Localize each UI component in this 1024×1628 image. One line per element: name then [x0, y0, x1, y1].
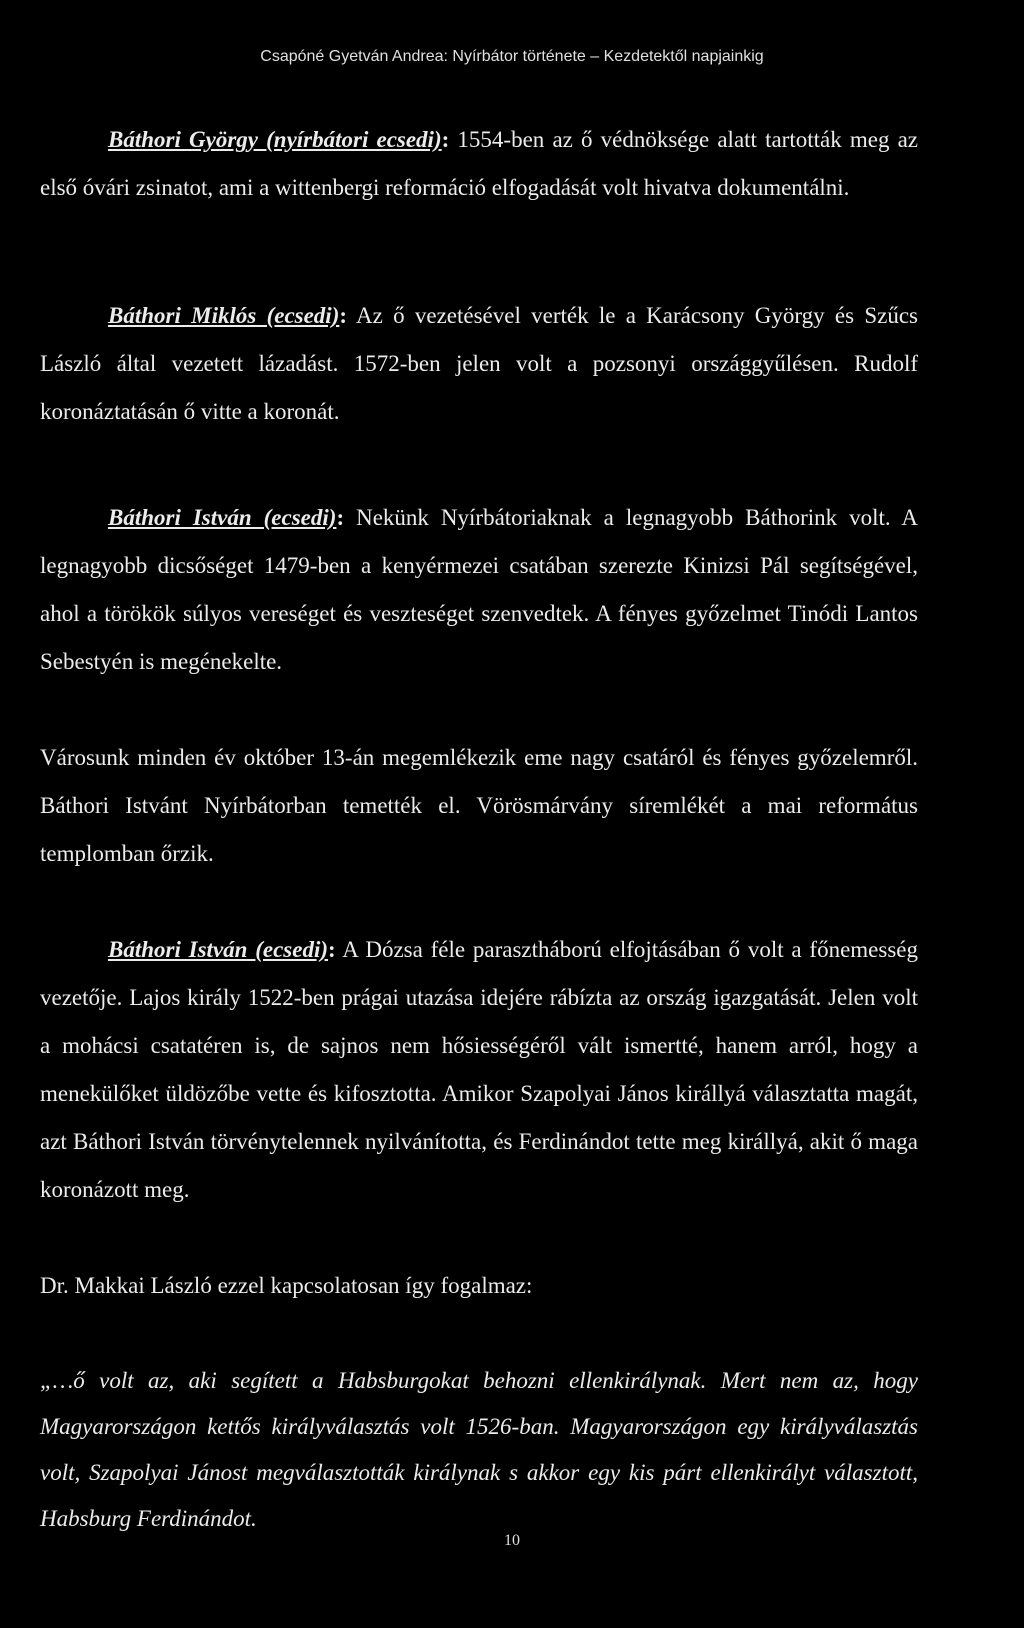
paragraph-text: Dr. Makkai László ezzel kapcsolatosan így fogalmaz:	[40, 1273, 533, 1298]
paragraph-bathori-istvan-1	[40, 494, 918, 686]
heading-colon: :	[441, 127, 450, 152]
page-number: 10	[504, 1532, 520, 1549]
heading-colon: :	[328, 937, 336, 962]
paragraph-text: Nekünk Nyírbátoriaknak a legnagyobb Báthorink volt. A legnagyobb dicsőséget 1479-ben a kenyérmezei csatában szerezte Kinizsi Pál segítségével, ahol a törökök súlyos vereséget és veszteséget szenvedtek. A fényes győzelmet Tinódi Lantos Sebestyén is megénekelte.	[40, 505, 918, 674]
paragraph-text: 1554-ben az ő védnöksége alatt tartották meg az első óvári zsinatot, ami a wittenbergi reformáció elfogadását volt hivatva dokumentálni.	[40, 127, 918, 200]
paragraph-text: A Dózsa féle parasztháború elfojtásában ő volt a főnemesség vezetője. Lajos király 1522-ben prágai utazása idejére rábízta az ország igazgatását. Jelen volt a mohácsi csatatéren is, de sajnos nem hősiességéről vált ismertté, hanem arról, hogy a menekülőket üldözőbe vette és kifosztotta. Amikor Szapolyai János királlyá választatta magát, azt Báthori István törvénytelennek nyilvánította, és Ferdinándot tette meg királlyá, akit ő maga koronázott meg.	[40, 937, 918, 1202]
person-heading: Báthori István (ecsedi)	[108, 505, 337, 530]
paragraph-bathori-istvan-2	[40, 926, 918, 1214]
quote-text: „…ő volt az, aki segített a Habsburgokat behozni ellenkirálynak. Mert nem az, hogy Magyarországon kettős királyválasztás volt 1526-ban. Magyarországon egy királyválasztás volt, Szapolyai Jánost megválasztották királynak s akkor egy kis párt ellenkirályt választott, Habsburg Ferdinándot.	[40, 1368, 918, 1531]
paragraph-makkai-intro	[40, 1262, 918, 1310]
heading-colon: :	[339, 303, 348, 328]
paragraph-text: Városunk minden év október 13-án megemlékezik eme nagy csatáról és fényes győzelemről. Báthori Istvánt Nyírbátorban temették el. Vörösmárvány síremlékét a mai református templomban őrzik.	[40, 745, 918, 866]
running-header: Csapóné Gyetván Andrea: Nyírbátor története – Kezdetektől napjainkig	[260, 48, 764, 65]
person-heading: Báthori György (nyírbátori ecsedi)	[108, 127, 442, 152]
paragraph-text: Az ő vezetésével verték le a Karácsony György és Szűcs László által vezetett lázadást. 1572-ben jelen volt a pozsonyi országgyűlésen. Rudolf koronáztatásán ő vitte a koronát.	[40, 303, 918, 424]
heading-colon: :	[336, 505, 345, 530]
paragraph-commemoration	[40, 734, 918, 878]
person-heading: Báthori István (ecsedi)	[108, 937, 329, 962]
paragraph-bathori-miklos	[40, 292, 918, 436]
person-heading: Báthori Miklós (ecsedi)	[108, 303, 340, 328]
makkai-quote	[40, 1358, 918, 1542]
paragraph-bathori-gyorgy	[40, 116, 918, 212]
